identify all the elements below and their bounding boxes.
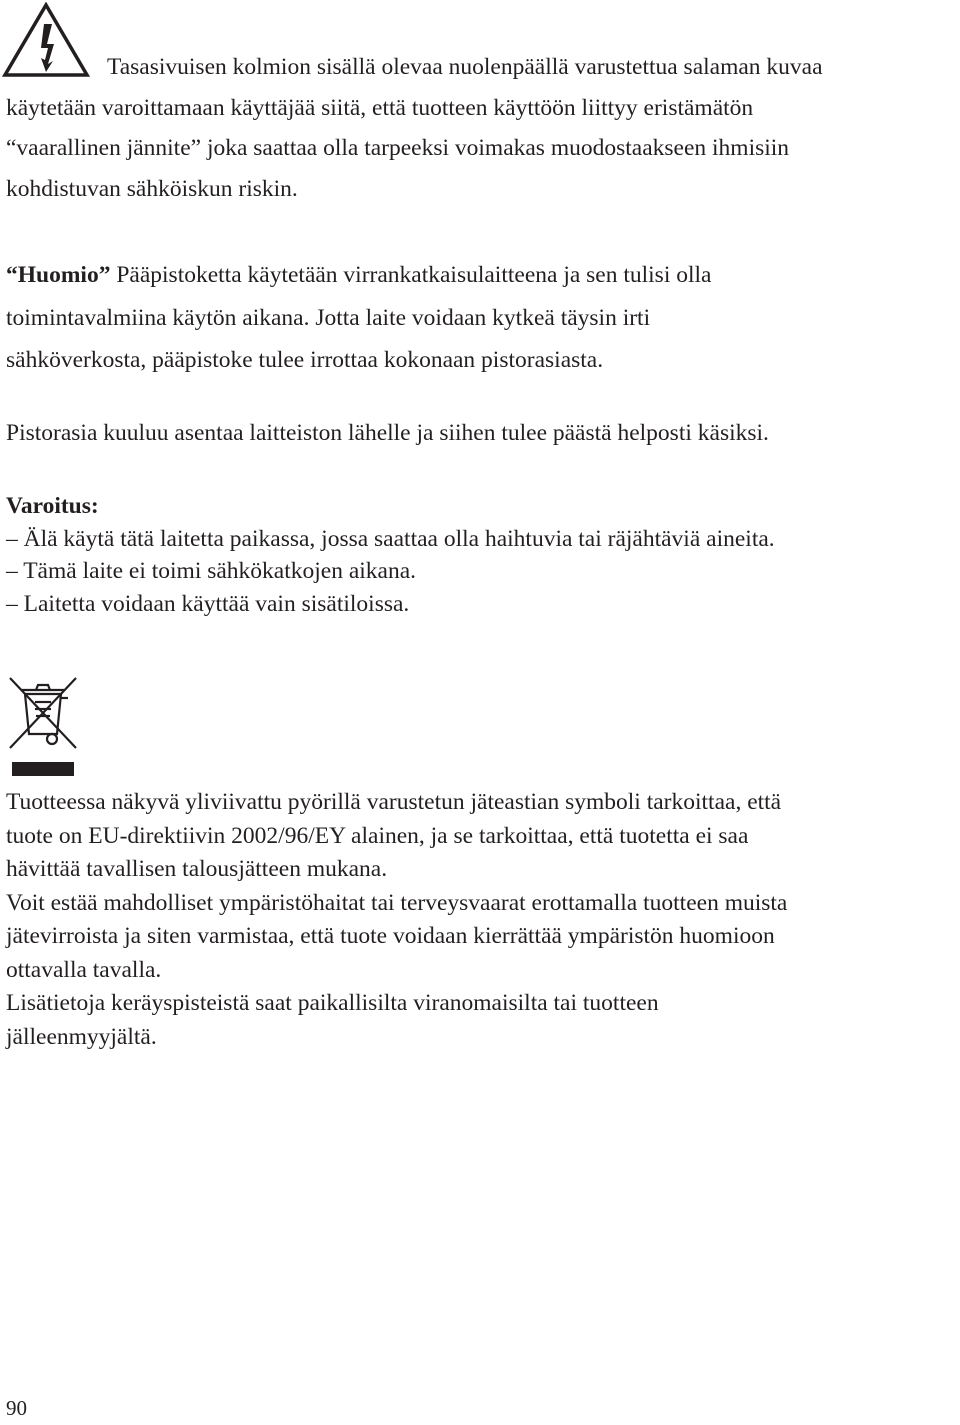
paragraph-line: käytetään varoittamaan käyttäjää siitä, että tuotteen käyttöön liittyy eristämätön <box>6 94 754 121</box>
paragraph-huomio <box>6 254 956 382</box>
paragraph-line: jälleenmyyjältä. <box>6 1023 157 1050</box>
paragraph-line: hävittää tavallisen talousjätteen mukana. <box>6 856 388 882</box>
warning-item: – Laitetta voidaan käyttää vain sisätiloissa. <box>6 590 410 617</box>
warning-item: – Tämä laite ei toimi sähkökatkojen aikana. <box>6 558 417 584</box>
paragraph-lightning-warning <box>6 47 956 209</box>
paragraph-line: sähköverkosta, pääpistoke tulee irrottaa kokonaan pistorasiasta. <box>6 347 604 373</box>
page-number: 90 <box>6 1396 27 1420</box>
paragraph-line: tuote on EU-direktiivin 2002/96/EY alainen, ja se tarkoittaa, että tuotetta ei saa <box>6 822 749 849</box>
warning-item: – Älä käytä tätä laitetta paikassa, jossa saattaa olla haihtuvia tai räjähtäviä aineita. <box>6 525 775 552</box>
paragraph-line: Voit estää mahdolliset ympäristöhaitat tai terveysvaarat erottamalla tuotteen muista <box>6 889 788 916</box>
paragraph-line: kohdistuvan sähköiskun riskin. <box>6 175 298 202</box>
paragraph-weee <box>6 786 956 1054</box>
paragraph-line: ottavalla tavalla. <box>6 956 162 983</box>
paragraph-line: Lisätietoja keräyspisteistä saat paikallisilta viranomaisilta tai tuotteen <box>6 990 659 1016</box>
warning-list <box>6 490 956 620</box>
paragraph-line: Pistorasia kuuluu asentaa laitteiston lähelle ja siihen tulee päästä helposti käsiksi. <box>6 420 769 446</box>
paragraph-line: jätevirroista ja siten varmistaa, että tuote voidaan kierrättää ympäristön huomioon <box>6 923 775 949</box>
paragraph-line: Pääpistoketta käytetään virrankatkaisulaitteena ja sen tulisi olla <box>110 262 712 288</box>
warning-heading: Varoitus: <box>6 493 99 519</box>
paragraph-line: Tuotteessa näkyvä yliviivattu pyörillä varustetun jäteastian symboli tarkoittaa, että <box>6 789 782 815</box>
paragraph-line: “vaarallinen jännite” joka saattaa olla tarpeeksi voimakas muodostaakseen ihmisiin <box>6 135 790 161</box>
paragraph-pistorasia <box>6 414 956 452</box>
crossed-out-wheelie-bin-icon <box>8 676 78 778</box>
huomio-label: “Huomio” <box>6 262 111 288</box>
paragraph-line: toimintavalmiina käytön aikana. Jotta laite voidaan kytkeä täysin irti <box>6 304 651 331</box>
paragraph-line: Tasasivuisen kolmion sisällä olevaa nuolenpäällä varustettua salaman kuvaa <box>107 54 823 80</box>
